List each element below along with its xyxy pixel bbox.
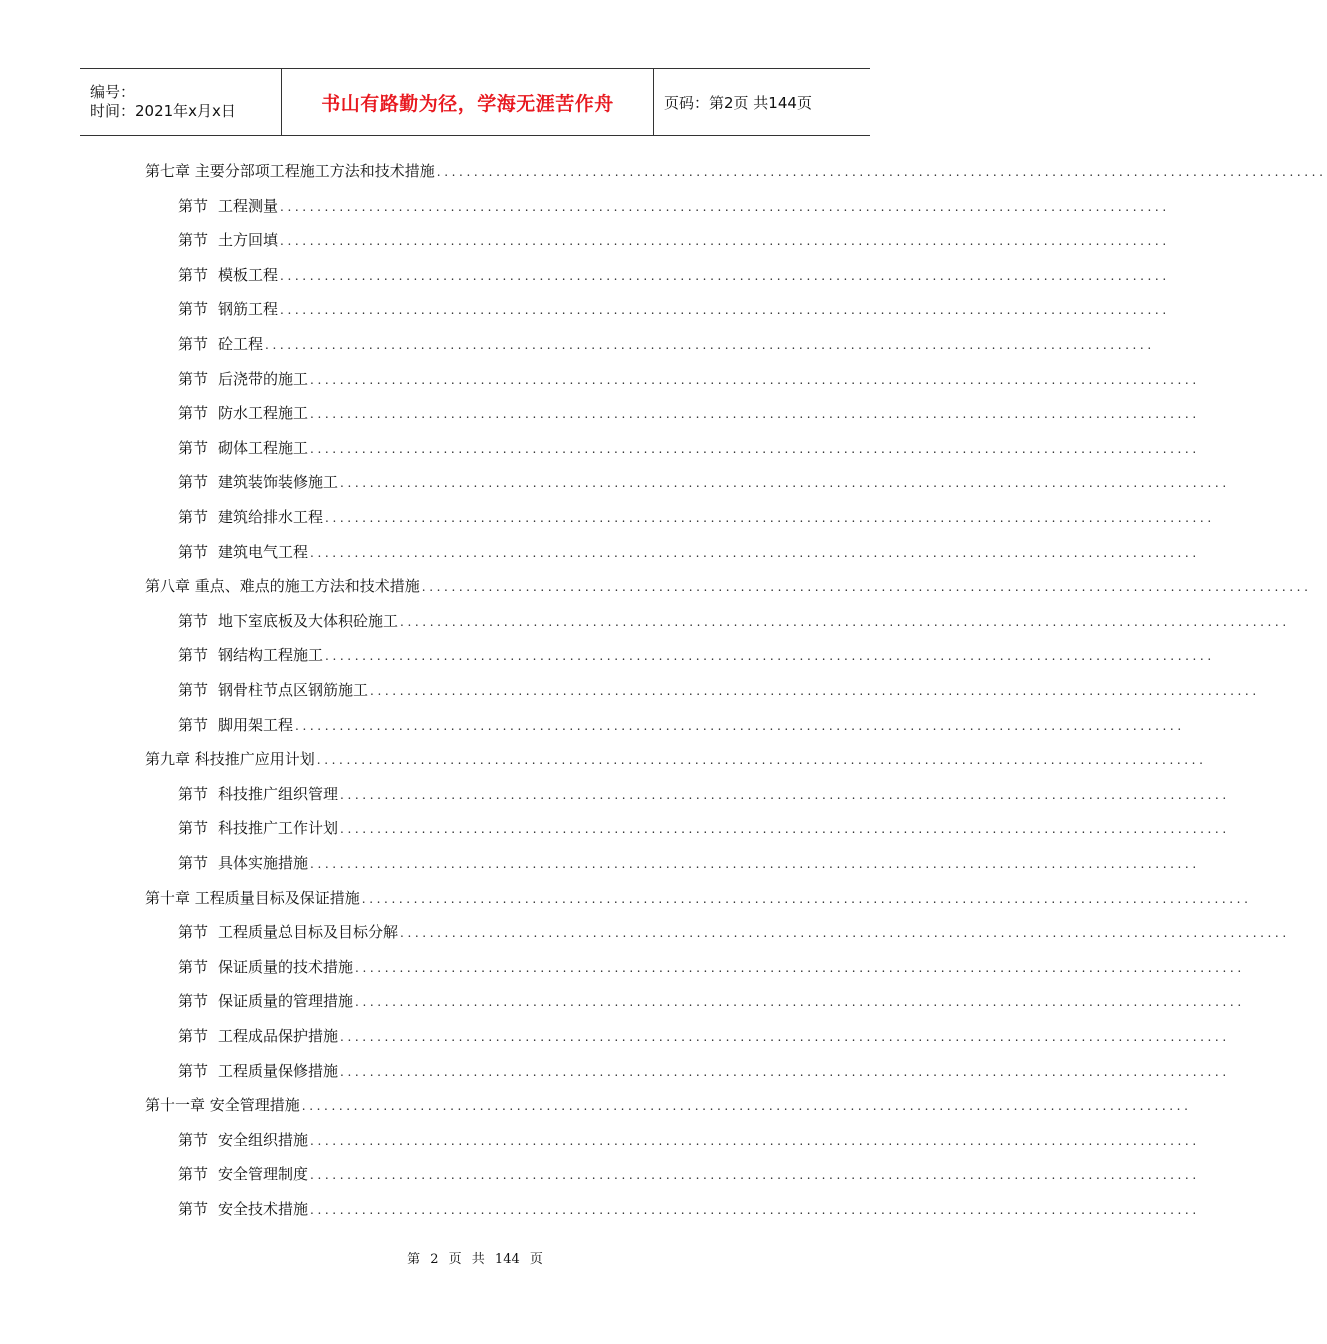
toc-entry-title: 钢筋工程 (218, 300, 279, 319)
toc-entry-title: 砌体工程施工 (218, 438, 309, 457)
toc-section-entry[interactable] (178, 921, 1290, 945)
toc-section-prefix: 第节 (178, 681, 209, 699)
toc-chapter-entry[interactable] (145, 160, 1327, 184)
document-date: 时间：2021年x月x日 (90, 102, 236, 120)
toc-dot-leader: ........................................................................................................................ (340, 1064, 1230, 1079)
toc-section-prefix: 第节 (178, 957, 209, 976)
toc-section-prefix: 第节 (178, 265, 209, 284)
page-footer: 第 2 页 共 144 页 (407, 1252, 543, 1267)
toc-section-prefix: 第节 (178, 473, 209, 492)
toc-section-entry[interactable] (178, 956, 1245, 980)
toc-section-entry[interactable] (178, 610, 1290, 634)
toc-section-entry[interactable] (178, 817, 1230, 841)
toc-dot-leader: ........................................................................................................................ (310, 857, 1200, 871)
toc-entry-title: 模板工程 (218, 265, 279, 284)
toc-dot-leader: ........................................................................................................................ (400, 926, 1290, 941)
toc-dot-leader: ........................................................................................................................ (280, 234, 1170, 249)
toc-dot-leader: ........................................................................................................................ (310, 1133, 1200, 1148)
toc-dot-leader: ........................................................................................................................ (340, 787, 1230, 802)
toc-dot-leader: ........................................................................................................................ (310, 1168, 1200, 1183)
toc-section-prefix: 第节 (178, 715, 209, 734)
toc-dot-leader: ........................................................................................................................ (295, 718, 1185, 733)
toc-section-entry[interactable] (178, 229, 1170, 253)
toc-section-entry[interactable] (178, 298, 1170, 322)
header-motto: 书山有路勤为径，学海无涯苦作舟 (282, 69, 654, 135)
header-page-info: 页码：第2页 共144页 (664, 93, 812, 112)
toc-dot-leader: ........................................................................................................................ (280, 199, 1170, 214)
toc-section-prefix: 第节 (178, 923, 209, 942)
toc-entry-title: 工程测量 (218, 196, 279, 215)
toc-section-entry[interactable] (178, 402, 1200, 426)
toc-entry-title: 第八章 重点、难点的施工方法和技术措施 (145, 577, 420, 596)
toc-entry-title: 科技推广组织管理 (218, 784, 339, 803)
toc-section-entry[interactable] (178, 852, 1200, 876)
toc-dot-leader: ........................................................................................................................ (265, 338, 1155, 352)
toc-dot-leader: ........................................................................................................................ (400, 614, 1290, 629)
toc-section-entry[interactable] (178, 1198, 1200, 1222)
toc-section-entry[interactable] (178, 368, 1200, 392)
toc-section-prefix: 第节 (178, 438, 209, 457)
toc-dot-leader: ........................................................................................................................ (340, 822, 1230, 837)
toc-section-prefix: 第节 (178, 1165, 209, 1184)
toc-section-entry[interactable] (178, 1163, 1200, 1187)
toc-chapter-entry[interactable] (145, 575, 1312, 599)
toc-section-entry[interactable] (178, 1025, 1230, 1049)
toc-entry-title: 建筑给排水工程 (218, 508, 324, 526)
toc-section-entry[interactable] (178, 195, 1170, 219)
toc-section-prefix: 第节 (178, 1130, 209, 1149)
toc-entry-title: 工程质量总目标及目标分解 (218, 923, 399, 942)
toc-dot-leader: ........................................................................................................................ (310, 545, 1200, 560)
toc-section-prefix: 第节 (178, 611, 209, 630)
toc-entry-title: 钢骨柱节点区钢筋施工 (218, 681, 369, 699)
toc-entry-title: 第九章 科技推广应用计划 (145, 750, 315, 769)
toc-dot-leader: ........................................................................................................................ (301, 1099, 1192, 1114)
toc-entry-title: 工程质量保修措施 (218, 1061, 339, 1080)
toc-entry-title: 土方回填 (218, 231, 279, 250)
toc-section-entry[interactable] (178, 1129, 1200, 1153)
toc-section-prefix: 第节 (178, 196, 209, 215)
toc-dot-leader: ........................................................................................................................ (340, 476, 1230, 491)
toc-entry-title: 工程成品保护措施 (218, 1027, 339, 1045)
toc-section-prefix: 第节 (178, 784, 209, 803)
toc-section-entry[interactable] (178, 714, 1185, 738)
toc-entry-title: 钢结构工程施工 (218, 646, 324, 665)
toc-entry-title: 安全技术措施 (218, 1200, 309, 1218)
toc-dot-leader: ........................................................................................................................ (325, 649, 1215, 664)
toc-section-prefix: 第节 (178, 1061, 209, 1080)
toc-entry-title: 后浇带的施工 (218, 369, 309, 388)
toc-section-entry[interactable] (178, 541, 1200, 565)
toc-entry-title: 第十一章 安全管理措施 (145, 1096, 300, 1115)
toc-section-prefix: 第节 (178, 404, 209, 423)
toc-dot-leader: ........................................................................................................................ (355, 995, 1245, 1010)
toc-section-prefix: 第节 (178, 335, 209, 353)
toc-dot-leader: ........................................................................................................................ (310, 372, 1200, 387)
toc-dot-leader: ........................................................................................................................ (280, 303, 1170, 318)
toc-dot-leader: ........................................................................................................................ (325, 511, 1215, 525)
toc-section-entry[interactable] (178, 264, 1170, 288)
toc-dot-leader: ........................................................................................................................ (340, 1030, 1230, 1044)
toc-section-entry[interactable] (178, 506, 1215, 530)
toc-dot-leader: ........................................................................................................................ (436, 165, 1327, 179)
toc-section-prefix: 第节 (178, 300, 209, 319)
toc-section-prefix: 第节 (178, 508, 209, 526)
toc-dot-leader: ........................................................................................................................ (310, 1203, 1200, 1217)
toc-section-entry[interactable] (178, 1060, 1230, 1084)
toc-entry-title: 保证质量的管理措施 (218, 992, 354, 1011)
toc-entry-title: 第十章 工程质量目标及保证措施 (145, 888, 360, 907)
toc-section-prefix: 第节 (178, 1027, 209, 1045)
toc-dot-leader: ........................................................................................................................ (310, 407, 1200, 422)
toc-entry-title: 建筑装饰装修施工 (218, 473, 339, 492)
toc-chapter-entry[interactable] (145, 887, 1252, 911)
toc-dot-leader: ........................................................................................................................ (421, 580, 1312, 595)
toc-section-entry[interactable] (178, 437, 1200, 461)
toc-section-entry[interactable] (178, 644, 1215, 668)
toc-entry-title: 安全管理制度 (218, 1165, 309, 1184)
toc-section-entry[interactable] (178, 783, 1230, 807)
toc-dot-leader: ........................................................................................................................ (355, 960, 1245, 975)
toc-dot-leader: ........................................................................................................................ (310, 441, 1200, 456)
toc-entry-title: 第七章 主要分部项工程施工方法和技术措施 (145, 162, 435, 180)
page-header (80, 68, 870, 136)
toc-section-prefix: 第节 (178, 819, 209, 838)
toc-entry-title: 砼工程 (218, 335, 264, 353)
toc-section-entry[interactable] (178, 679, 1260, 703)
toc-entry-title: 脚用架工程 (218, 715, 294, 734)
toc-section-prefix: 第节 (178, 369, 209, 388)
toc-dot-leader: ........................................................................................................................ (361, 891, 1252, 906)
toc-section-prefix: 第节 (178, 231, 209, 250)
toc-entry-title: 地下室底板及大体积砼施工 (218, 611, 399, 630)
toc-section-entry[interactable] (178, 333, 1155, 357)
toc-section-prefix: 第节 (178, 992, 209, 1011)
toc-section-prefix: 第节 (178, 854, 209, 872)
toc-dot-leader: ........................................................................................................................ (280, 268, 1170, 283)
toc-section-prefix: 第节 (178, 542, 209, 561)
toc-chapter-entry[interactable] (145, 1094, 1192, 1118)
toc-dot-leader: ........................................................................................................................ (370, 684, 1260, 698)
toc-entry-title: 具体实施措施 (218, 854, 309, 872)
toc-entry-title: 安全组织措施 (218, 1130, 309, 1149)
toc-entry-title: 保证质量的技术措施 (218, 957, 354, 976)
toc-entry-title: 建筑电气工程 (218, 542, 309, 561)
toc-section-entry[interactable] (178, 990, 1245, 1014)
toc-entry-title: 科技推广工作计划 (218, 819, 339, 838)
toc-section-entry[interactable] (178, 471, 1230, 495)
header-meta (80, 69, 282, 135)
toc-dot-leader: ........................................................................................................................ (316, 753, 1207, 768)
toc-section-prefix: 第节 (178, 1200, 209, 1218)
toc-chapter-entry[interactable] (145, 748, 1207, 772)
document-number-label: 编号： (90, 83, 136, 101)
toc-section-prefix: 第节 (178, 646, 209, 665)
toc-entry-title: 防水工程施工 (218, 404, 309, 423)
